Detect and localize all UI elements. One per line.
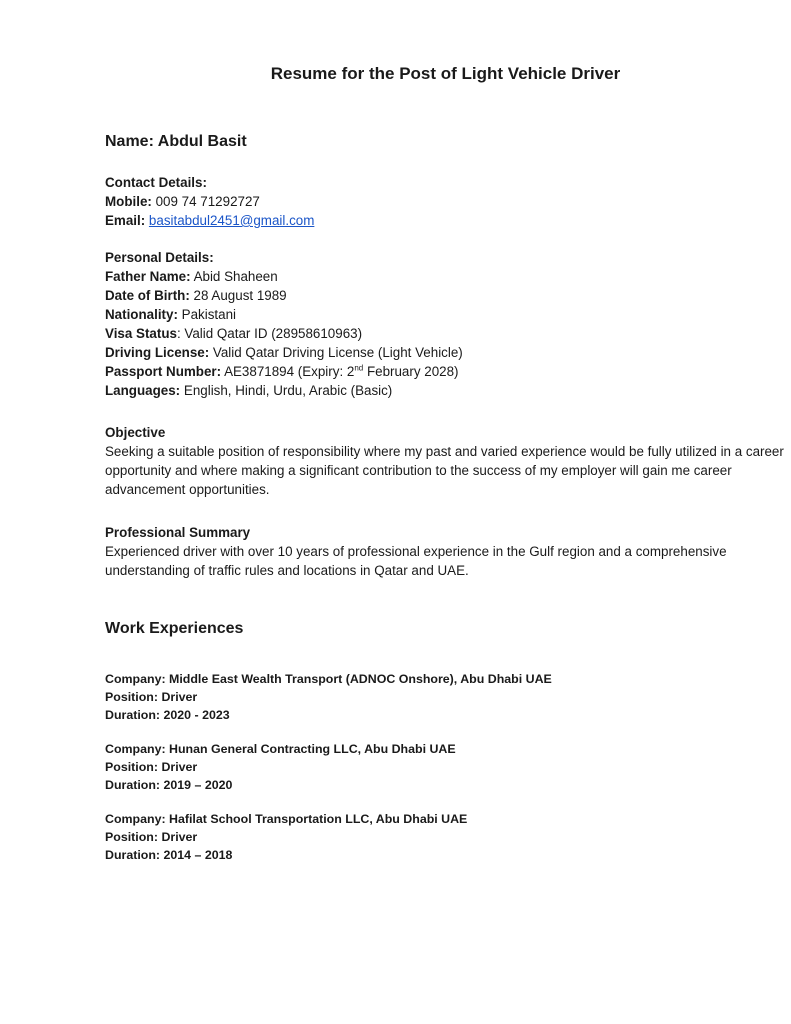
visa-row — [105, 324, 463, 343]
passport-ordinal: nd — [354, 363, 364, 373]
contact-details — [105, 173, 314, 230]
work-heading: Work Experiences — [105, 620, 244, 637]
title-text: Resume for the Post of Light Vehicle Driver — [270, 64, 621, 83]
name-value: Abdul Basit — [157, 133, 247, 150]
job-company: Company: Hunan General Contracting LLC, Abu Dhabi UAE — [105, 742, 456, 756]
summary-section — [105, 523, 785, 580]
passport-row — [105, 362, 463, 381]
email-row — [105, 211, 314, 230]
job-entry — [105, 670, 552, 724]
email-link[interactable]: basitabdul2451@gmail.com — [148, 213, 315, 228]
nationality-row — [105, 305, 463, 324]
summary-heading: Professional Summary — [105, 525, 251, 540]
name-line — [105, 132, 247, 151]
passport-expiry: February 2028) — [363, 364, 459, 379]
email-label: Email: — [105, 213, 146, 228]
job-duration: Duration: 2020 - 2023 — [105, 708, 230, 722]
nationality-label: Nationality: — [105, 307, 178, 322]
license-value: Valid Qatar Driving License (Light Vehicle) — [212, 345, 463, 360]
job-entry — [105, 810, 467, 864]
summary-text: Experienced driver with over 10 years of professional experience in the Gulf region and a comprehensive understanding of traffic rules and locations in Qatar and UAE. — [105, 544, 727, 578]
license-row — [105, 343, 463, 362]
passport-value: AE3871894 (Expiry: 2 — [224, 364, 355, 379]
father-label: Father Name: — [105, 269, 191, 284]
languages-row — [105, 381, 463, 400]
objective-section — [105, 423, 791, 499]
job-duration: Duration: 2014 – 2018 — [105, 848, 233, 862]
nationality-value: Pakistani — [181, 307, 236, 322]
job-position: Position: Driver — [105, 760, 198, 774]
dob-row — [105, 286, 463, 305]
job-company: Company: Hafilat School Transportation LLC, Abu Dhabi UAE — [105, 812, 468, 826]
mobile-value: 009 74 71292727 — [155, 194, 260, 209]
job-company: Company: Middle East Wealth Transport (ADNOC Onshore), Abu Dhabi UAE — [105, 672, 552, 686]
languages-label: Languages: — [105, 383, 181, 398]
job-duration: Duration: 2019 – 2020 — [105, 778, 233, 792]
contact-heading: Contact Details: — [105, 175, 207, 190]
father-value: Abid Shaheen — [193, 269, 278, 284]
objective-heading: Objective — [105, 425, 166, 440]
job-entry — [105, 740, 456, 794]
dob-label: Date of Birth: — [105, 288, 190, 303]
passport-label: Passport Number: — [105, 364, 222, 379]
job-position: Position: Driver — [105, 690, 198, 704]
license-label: Driving License: — [105, 345, 210, 360]
dob-value: 28 August 1989 — [193, 288, 287, 303]
personal-details — [105, 248, 463, 400]
job-position: Position: Driver — [105, 830, 198, 844]
mobile-label: Mobile: — [105, 194, 152, 209]
name-label: Name: — [105, 133, 154, 150]
languages-value: English, Hindi, Urdu, Arabic (Basic) — [183, 383, 393, 398]
mobile-row — [105, 192, 314, 211]
objective-text: Seeking a suitable position of responsibility where my past and varied experience would be fully utilized in a career opportunity and where making a significant contribution to the success of my employer will gain me career advancement opportunities. — [105, 444, 784, 497]
visa-label: Visa Status — [105, 326, 177, 341]
father-row — [105, 267, 463, 286]
page-title — [0, 64, 791, 84]
personal-heading: Personal Details: — [105, 250, 214, 265]
visa-value: : Valid Qatar ID (28958610963) — [176, 326, 363, 341]
